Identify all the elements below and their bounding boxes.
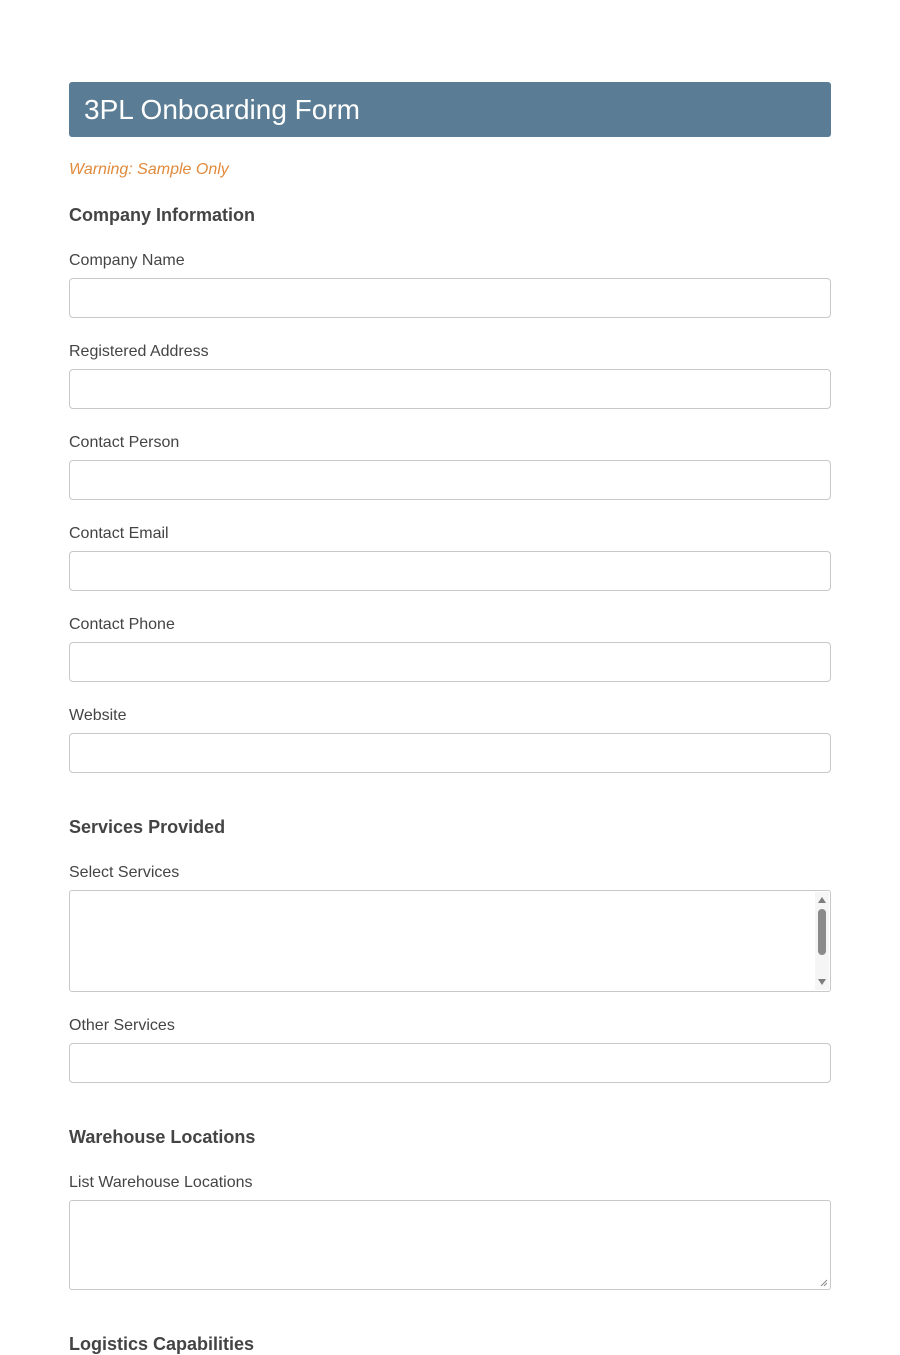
website-label: Website bbox=[69, 707, 127, 724]
select-services-listbox[interactable] bbox=[69, 890, 831, 992]
website-input[interactable] bbox=[69, 733, 831, 773]
other-services-label: Other Services bbox=[69, 1017, 175, 1034]
other-services-field bbox=[69, 1016, 831, 1083]
resize-grip-icon[interactable] bbox=[820, 1279, 828, 1287]
form-title: 3PL Onboarding Form bbox=[84, 93, 360, 125]
contact-email-input[interactable] bbox=[69, 551, 831, 591]
website-field bbox=[69, 706, 831, 773]
company-name-label: Company Name bbox=[69, 252, 185, 269]
scrollbar-thumb[interactable] bbox=[818, 909, 826, 955]
other-services-input[interactable] bbox=[69, 1043, 831, 1083]
triangle-down-icon[interactable] bbox=[818, 979, 826, 985]
warehouse-locations-field bbox=[69, 1173, 831, 1290]
select-services-field bbox=[69, 863, 831, 992]
form-header bbox=[69, 82, 831, 137]
contact-phone-field bbox=[69, 615, 831, 682]
warning-text: Warning: Sample Only bbox=[69, 161, 229, 178]
warehouse-locations-label: List Warehouse Locations bbox=[69, 1174, 253, 1191]
registered-address-field bbox=[69, 342, 831, 409]
section-title-services: Services Provided bbox=[69, 817, 226, 837]
contact-phone-label: Contact Phone bbox=[69, 616, 175, 633]
contact-phone-input[interactable] bbox=[69, 642, 831, 682]
listbox-scrollbar[interactable] bbox=[815, 892, 829, 990]
company-name-input[interactable] bbox=[69, 278, 831, 318]
onboarding-form bbox=[69, 82, 831, 1355]
contact-person-field bbox=[69, 433, 831, 500]
warehouse-locations-textarea[interactable] bbox=[69, 1200, 831, 1290]
select-services-label: Select Services bbox=[69, 864, 180, 881]
contact-email-field bbox=[69, 524, 831, 591]
section-title-company: Company Information bbox=[69, 205, 256, 225]
contact-person-label: Contact Person bbox=[69, 434, 180, 451]
warehouse-fields bbox=[69, 1173, 831, 1290]
section-title-warehouse: Warehouse Locations bbox=[69, 1127, 256, 1147]
contact-email-label: Contact Email bbox=[69, 525, 169, 542]
triangle-up-icon[interactable] bbox=[818, 897, 826, 903]
company-name-field bbox=[69, 251, 831, 318]
registered-address-input[interactable] bbox=[69, 369, 831, 409]
contact-person-input[interactable] bbox=[69, 460, 831, 500]
registered-address-label: Registered Address bbox=[69, 343, 209, 360]
company-fields bbox=[69, 251, 831, 773]
section-title-logistics: Logistics Capabilities bbox=[69, 1334, 255, 1354]
services-fields bbox=[69, 863, 831, 1083]
